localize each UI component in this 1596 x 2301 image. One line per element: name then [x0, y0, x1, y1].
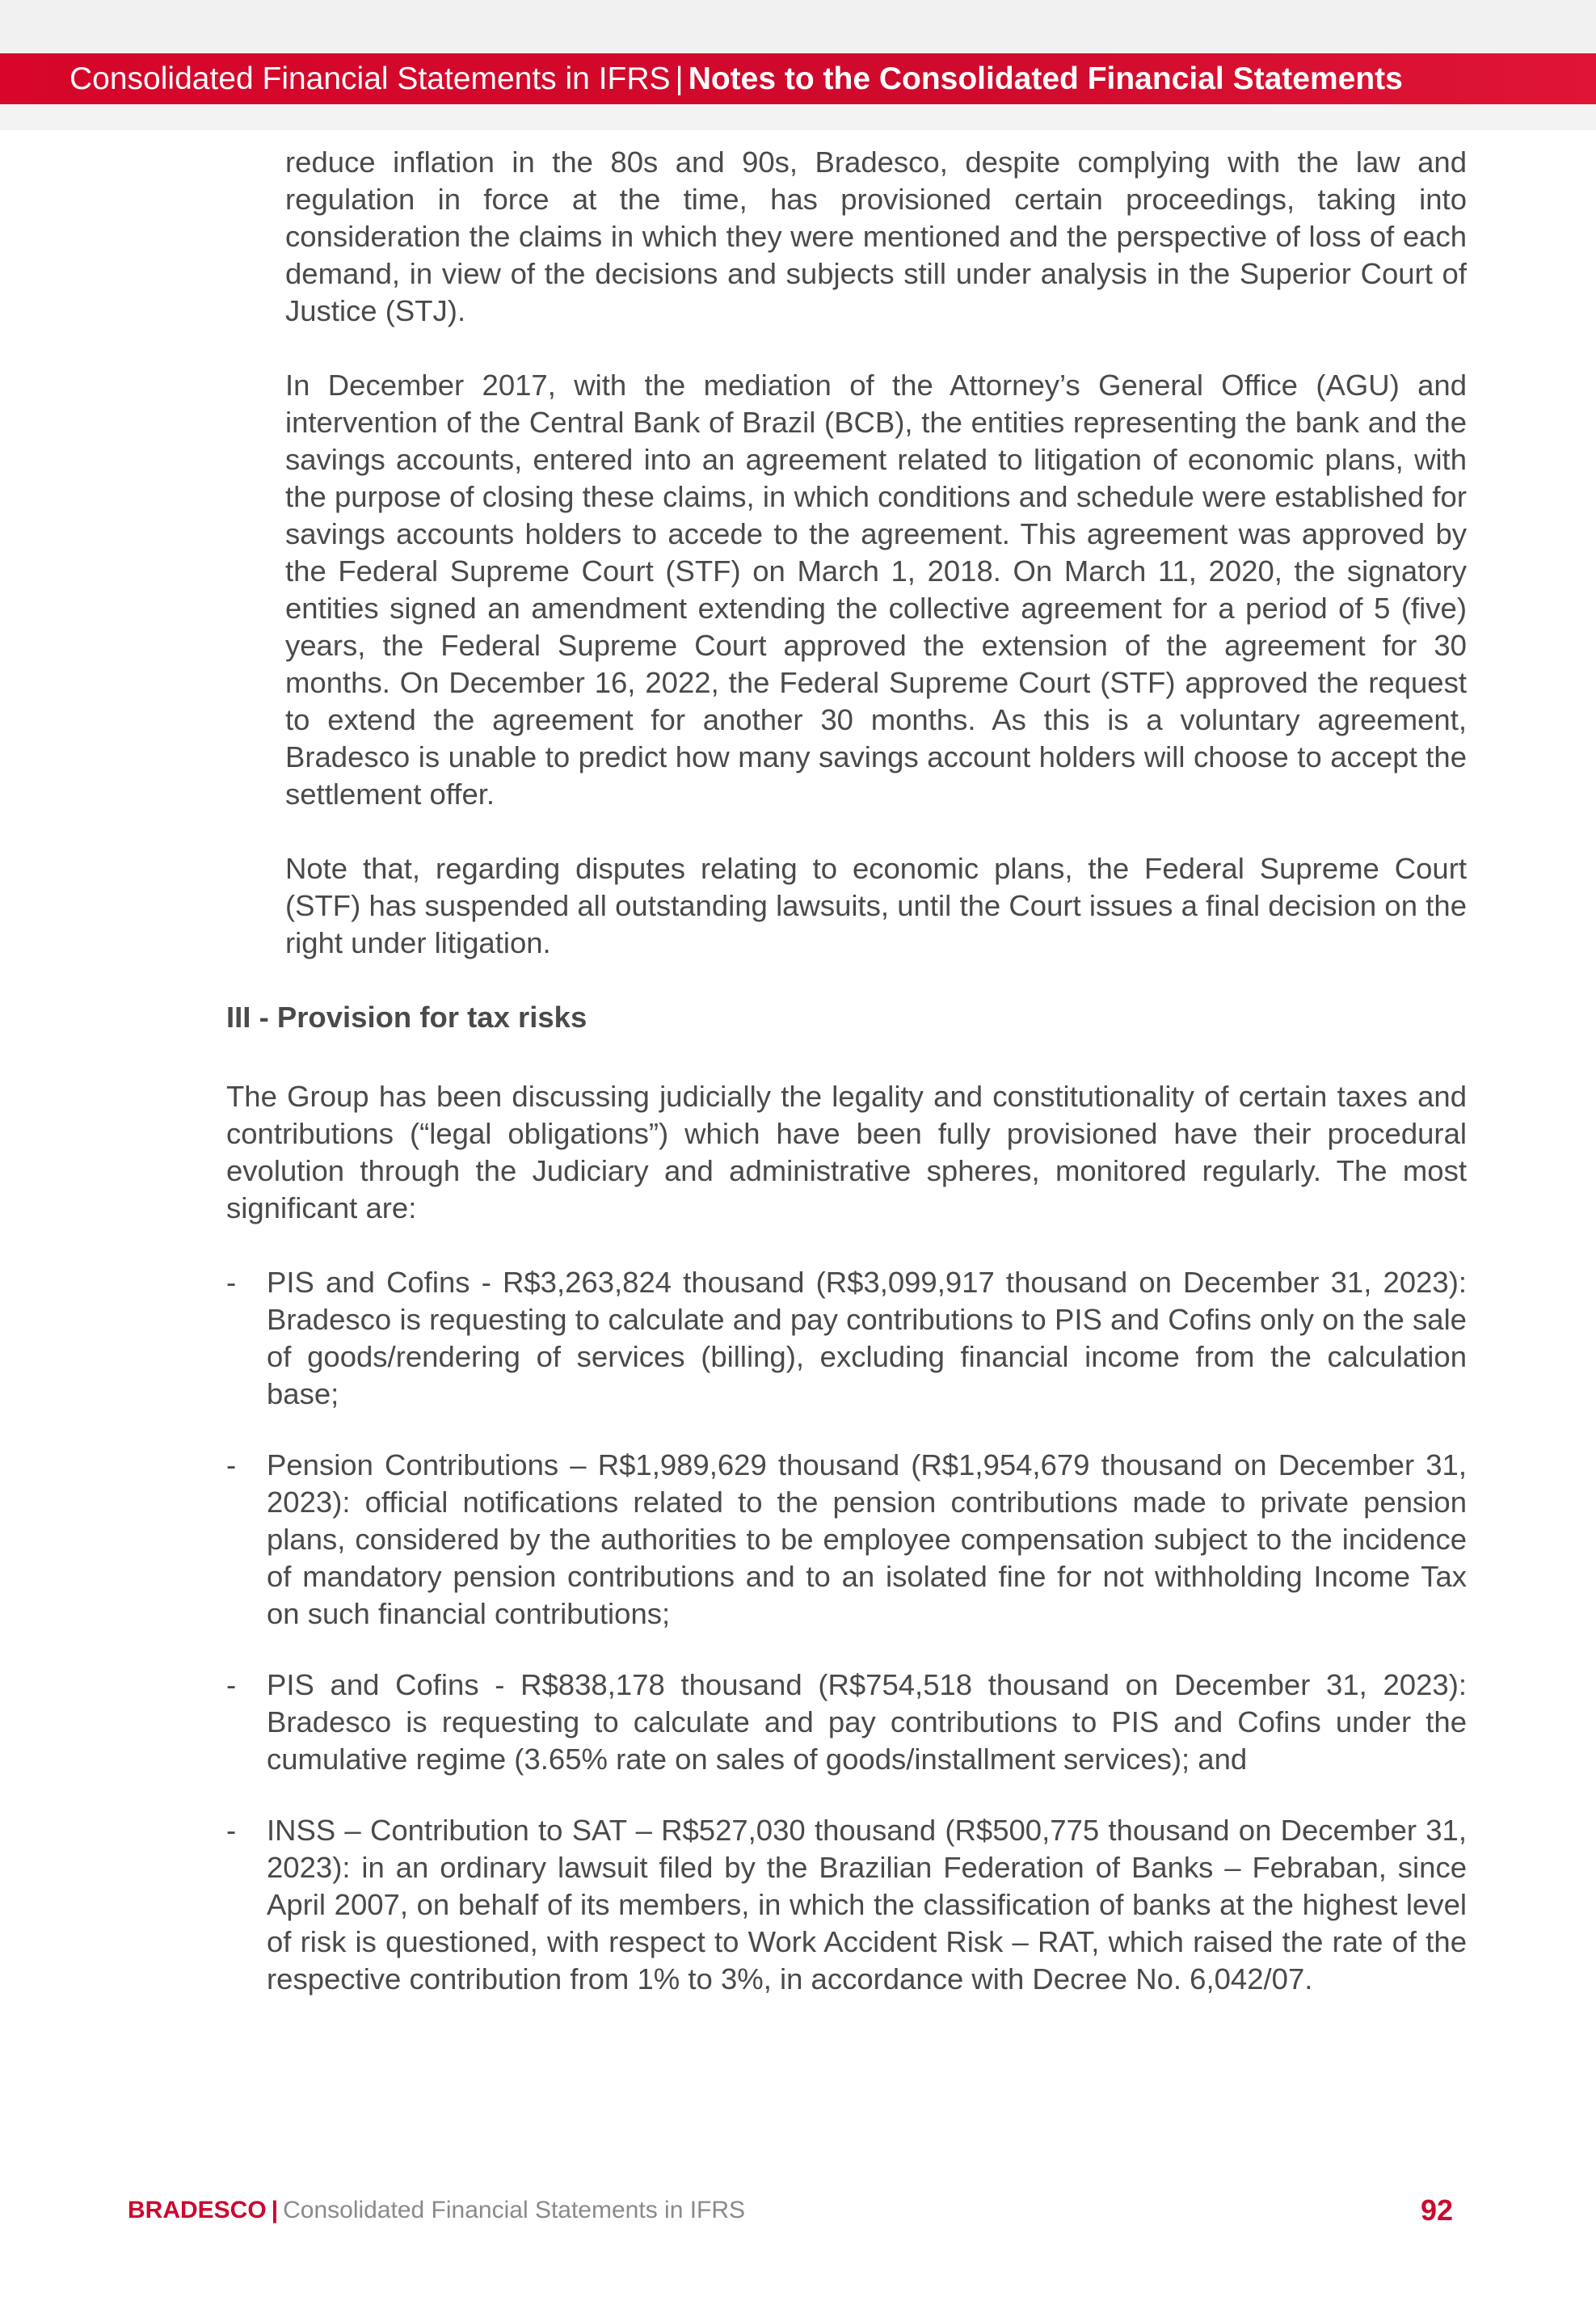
- bullet-dash: -: [226, 1266, 237, 1299]
- header-document-title: Consolidated Financial Statements in IFRS: [69, 61, 671, 96]
- section-heading: III - Provision for tax risks: [226, 1001, 587, 1034]
- header-section-title: Notes to the Consolidated Financial Statements: [688, 61, 1403, 96]
- list-item-text: PIS and Cofins - R$3,263,824 thousand (R$3,099,917 thousand on December 31, 2023): Bradesco is requesting to calculate and pay contributions to PIS and Cofins only on the sale of goods/rendering of services (billing), excluding financial income from the calculation base;: [267, 1266, 1467, 1410]
- paragraph-suspension: Note that, regarding disputes relating to economic plans, the Federal Supreme Court (STF) has suspended all outstanding lawsuits, until the Court issues a final decision on the right under litigation.: [285, 852, 1467, 959]
- header-shadow: [0, 104, 1596, 130]
- footer-separator: |: [271, 2197, 279, 2223]
- bullet-dash: -: [226, 1448, 237, 1481]
- page-number: 92: [1420, 2194, 1453, 2227]
- bullet-dash: -: [226, 1668, 237, 1701]
- list-item-text: PIS and Cofins - R$838,178 thousand (R$754,518 thousand on December 31, 2023): Bradesco is requesting to calculate and pay contributions to PIS and Cofins under the cumulative regime (3.65% rate on sales of goods/installment services); and: [267, 1668, 1467, 1776]
- list-item-text: INSS – Contribution to SAT – R$527,030 thousand (R$500,775 thousand on December 31, 2023): in an ordinary lawsuit filed by the Brazilian Federation of Banks – Febraban, since April 2007, on behalf of its members, in which the classification of banks at the highest level of risk is questioned, with respect to Work Accident Risk – RAT, which raised the rate of the respective contribution from 1% to 3%, in accordance with Decree No. 6,042/07.: [267, 1814, 1467, 1995]
- list-item: [226, 1667, 1467, 1778]
- list-item: [226, 1447, 1467, 1633]
- list-item: [226, 1264, 1467, 1413]
- page-content: [226, 144, 1467, 2032]
- header-separator: |: [675, 61, 684, 96]
- section-intro: The Group has been discussing judicially the legality and constitutionality of certain taxes and contributions (“legal obligations”) which have been fully provisioned have their procedural evolution through the Judiciary and administrative spheres, monitored regularly. The most significant are:: [226, 1080, 1467, 1224]
- page-footer: [128, 2190, 1453, 2231]
- tax-risks-list: [226, 1264, 1467, 1998]
- paragraph-inflation: reduce inflation in the 80s and 90s, Bradesco, despite complying with the law and regulation in force at the time, has provisioned certain proceedings, taking into consideration the claims in which they were mentioned and the perspective of loss of each demand, in view of the decisions and subjects still under analysis in the Superior Court of Justice (STJ).: [285, 145, 1467, 327]
- top-band: [0, 0, 1596, 53]
- bullet-dash: -: [226, 1814, 237, 1847]
- footer-document-title: Consolidated Financial Statements in IFRS: [283, 2197, 746, 2223]
- paragraph-agreement: In December 2017, with the mediation of the Attorney’s General Office (AGU) and intervention of the Central Bank of Brazil (BCB), the entities representing the bank and the savings accounts, entered into an agreement related to litigation of economic plans, with the purpose of closing these claims, in which conditions and schedule were established for savings accounts holders to accede to the agreement. This agreement was approved by the Federal Supreme Court (STF) on March 1, 2018. On March 11, 2020, the signatory entities signed an amendment extending the collective agreement for a period of 5 (five) years, the Federal Supreme Court approved the extension of the agreement for 30 months. On December 16, 2022, the Federal Supreme Court (STF) approved the request to extend the agreement for another 30 months. As this is a voluntary agreement, Bradesco is unable to predict how many savings account holders will choose to accept the settlement offer.: [285, 369, 1467, 811]
- footer-brand: BRADESCO: [128, 2197, 267, 2223]
- list-item: [226, 1812, 1467, 1998]
- page-header: [0, 53, 1596, 104]
- list-item-text: Pension Contributions – R$1,989,629 thousand (R$1,954,679 thousand on December 31, 2023): official notifications related to the pension contributions made to private pension plans, considered by the authorities to be employee compensation subject to the incidence of mandatory pension contributions and to an isolated fine for not withholding Income Tax on such financial contributions;: [267, 1448, 1467, 1630]
